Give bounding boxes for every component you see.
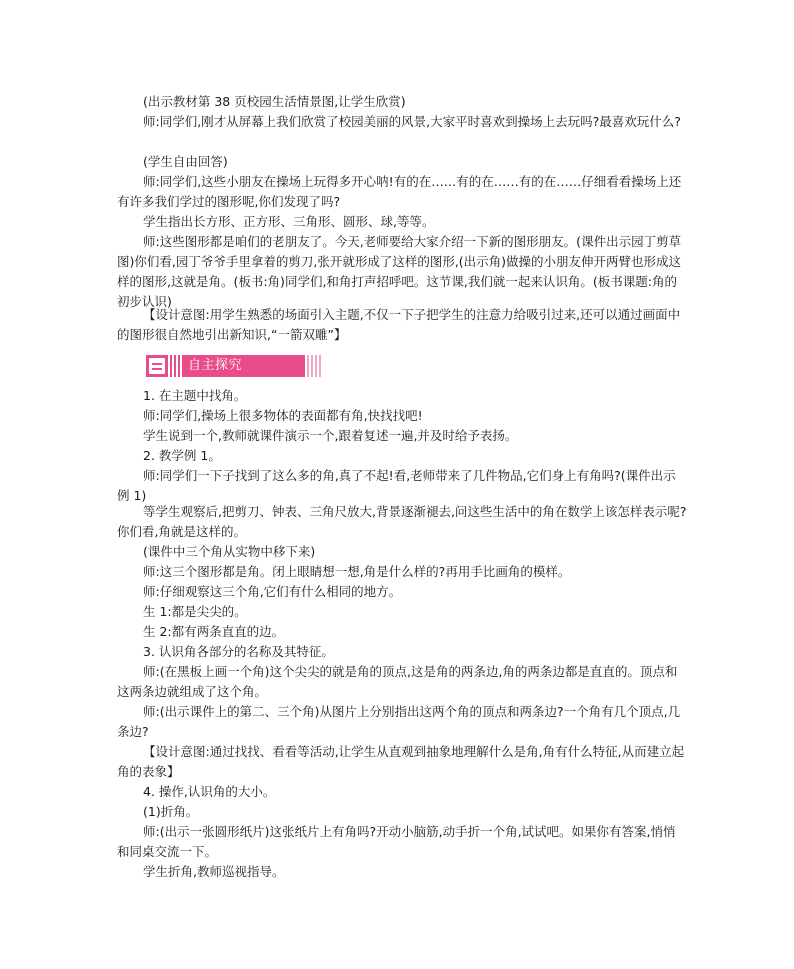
paragraph: 生 1:都是尖尖的。 bbox=[143, 604, 247, 619]
paragraph: 师:同学们,这些小朋友在操场上玩得多开心呐!有的在……有的在……有的在……仔细看看操场上还有许多我们学过的图形呢,你们发现了吗? bbox=[117, 174, 682, 209]
paragraph: 师:同学们,操场上很多物体的表面都有角,快找找吧! bbox=[143, 408, 423, 423]
step-heading: 4. 操作,认识角的大小。 bbox=[143, 784, 276, 799]
design-intent-note: 【设计意图:通过找找、看看等活动,让学生从直观到抽象地理解什么是角,角有什么特征,从而建立起角的表象】 bbox=[117, 744, 685, 779]
paragraph: 师:同学们,刚才从屏幕上我们欣赏了校园美丽的风景,大家平时喜欢到操场上去玩吗?最喜欢玩什么? bbox=[143, 114, 681, 129]
step-heading: 1. 在主题中找角。 bbox=[143, 388, 247, 403]
paragraph: 等学生观察后,把剪刀、钟表、三角尺放大,背景逐渐褪去,问这些生活中的角在数学上该怎样表示呢?你们看,角就是这样的。 bbox=[117, 504, 687, 539]
step-heading: 3. 认识角各部分的名称及其特征。 bbox=[143, 644, 334, 659]
paragraph: 学生折角,教师巡视指导。 bbox=[143, 864, 285, 879]
paragraph: 学生说到一个,教师就课件演示一个,跟着复述一遍,并及时给予表扬。 bbox=[143, 428, 518, 443]
paragraph: 生 2:都有两条直直的边。 bbox=[143, 624, 285, 639]
section-header bbox=[146, 355, 321, 377]
section-title: 自主探究 bbox=[182, 355, 305, 377]
paragraph: 师:同学们一下子找到了这么多的角,真了不起!看,老师带来了几件物品,它们身上有角吗?(课件出示例 1) bbox=[117, 468, 676, 503]
section-stripes bbox=[170, 355, 182, 377]
paragraph: (出示教材第 38 页校园生活情景图,让学生欣赏) bbox=[143, 94, 406, 109]
paragraph: 师:(在黑板上画一个角)这个尖尖的就是角的顶点,这是角的两条边,角的两条边都是直直的。顶点和这两条边就组成了这个角。 bbox=[117, 664, 678, 699]
paragraph: 师:(出示一张圆形纸片)这张纸片上有角吗?开动小脑筋,动手折一个角,试试吧。如果你有答案,悄悄和同桌交流一下。 bbox=[117, 824, 676, 859]
paragraph: 学生指出长方形、正方形、三角形、圆形、球,等等。 bbox=[143, 214, 435, 229]
sub-step-heading: (1)折角。 bbox=[143, 804, 199, 819]
section-number-icon bbox=[146, 355, 168, 377]
paragraph: 师:这些图形都是咱们的老朋友了。今天,老师要给大家介绍一下新的图形朋友。(课件出示园丁剪草图)你们看,园丁爷爷手里拿着的剪刀,张开就形成了这样的图形,(出示角)做操的小朋友伸开两臂也形成这样的图形,这就是角。(板书:角)同学们,和角打声招呼吧。这节课,我们就一起来认识角。(板书课题:角的初步认识) bbox=[117, 234, 682, 309]
paragraph: 师:仔细观察这三个角,它们有什么相同的地方。 bbox=[143, 584, 402, 599]
paragraph: 师:(出示课件上的第二、三个角)从图片上分别指出这两个角的顶点和两条边?一个角有几个顶点,几条边? bbox=[117, 704, 681, 739]
design-intent-note: 【设计意图:用学生熟悉的场面引入主题,不仅一下子把学生的注意力给吸引过来,还可以通过画面中的图形很自然地引出新知识,“一箭双雕”】 bbox=[117, 307, 681, 342]
section-tail-stripes bbox=[307, 355, 321, 377]
step-heading: 2. 教学例 1。 bbox=[143, 448, 221, 463]
paragraph: (学生自由回答) bbox=[143, 154, 228, 169]
paragraph: (课件中三个角从实物中移下来) bbox=[143, 544, 316, 559]
paragraph: 师:这三个图形都是角。闭上眼睛想一想,角是什么样的?再用手比画角的模样。 bbox=[143, 564, 571, 579]
